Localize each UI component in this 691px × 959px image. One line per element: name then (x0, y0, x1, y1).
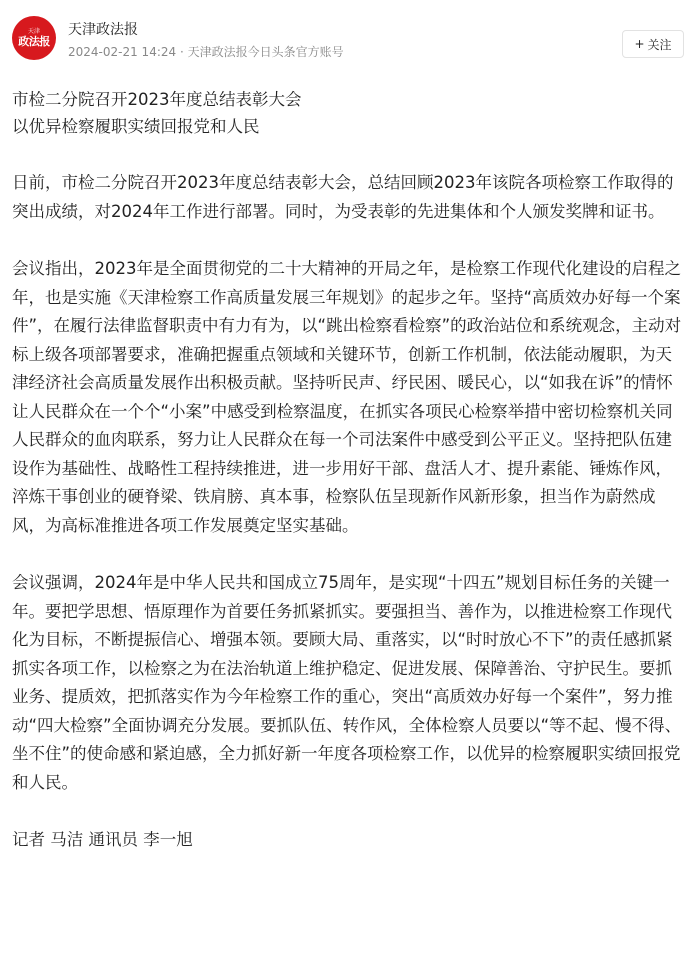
article-title-line-2: 以优异检察履职实绩回报党和人民 (12, 117, 260, 136)
avatar-logo-text: 政法报 (18, 35, 50, 48)
article-paragraph-2: 会议指出，2023年是全面贯彻党的二十大精神的开局之年，是检察工作现代化建设的启程之年，也是实施《天津检察工作高质量发展三年规划》的起步之年。坚持“高质效办好每一个案件”，在履行法律监督职责中有力有为，以“跳出检察看检察”的政治站位和系统观念，主动对标上级各项部署要求，准确把握重点领域和关键环节，创新工作机制，依法能动履职，为天津经济社会高质量发展作出积极贡献。坚持听民声、纾民困、暖民心，以“如我在诉”的情怀让人民群众在一个个“小案”中感受到检察温度，在抓实各项民心检察举措中密切检察机关同人民群众的血肉联系，努力让人民群众在每一个司法案件中感受到公平正义。坚持把队伍建设作为基础性、战略性工程持续推进，进一步用好干部、盘活人才、提升素能、锤炼作风，淬炼干事创业的硬脊梁、铁肩膀、真本事，检察队伍呈现新作风新形象，担当作为蔚然成风，为高标准推进各项工作发展奠定坚实基础。 (12, 259, 682, 535)
publish-meta: 2024-02-21 14:24 · 天津政法报今日头条官方账号 (68, 45, 344, 59)
follow-button[interactable] (622, 30, 684, 58)
plus-icon: + (634, 37, 645, 51)
article-title-line-1: 市检二分院召开2023年度总结表彰大会 (12, 90, 302, 109)
article-paragraph-1: 日前，市检二分院召开2023年度总结表彰大会，总结回顾2023年该院各项检察工作取得的突出成绩，对2024年工作进行部署。同时，为受表彰的先进集体和个人颁发奖牌和证书。 (12, 173, 674, 221)
follow-button-label: 关注 (647, 37, 672, 52)
author-avatar[interactable] (12, 16, 56, 60)
article-header (0, 0, 691, 70)
article-byline: 记者 马洁 通讯员 李一旭 (12, 830, 193, 849)
avatar-logo-top-text: 天津 (27, 28, 40, 35)
article-body (12, 86, 688, 855)
author-name[interactable]: 天津政法报 (68, 22, 138, 38)
article-paragraph-3: 会议强调，2024年是中华人民共和国成立75周年，是实现“十四五”规划目标任务的关键一年。要把学思想、悟原理作为首要任务抓紧抓实。要强担当、善作为，以推进检察工作现代化为目标，不断提振信心、增强本领。要顾大局、重落实，以“时时放心不下”的责任感抓紧抓实各项工作，以检察之为在法治轨道上维护稳定、促进发展、保障善治、守护民生。要抓业务、提质效，把抓落实作为今年检察工作的重心，突出“高质效办好每一个案件”，努力推动“四大检察”全面协调充分发展。要抓队伍、转作风，全体检察人员要以“等不起、慢不得、坐不住”的使命感和紧迫感，全力抓好新一年度各项检察工作，以优异的检察履职实绩回报党和人民。 (12, 573, 682, 792)
